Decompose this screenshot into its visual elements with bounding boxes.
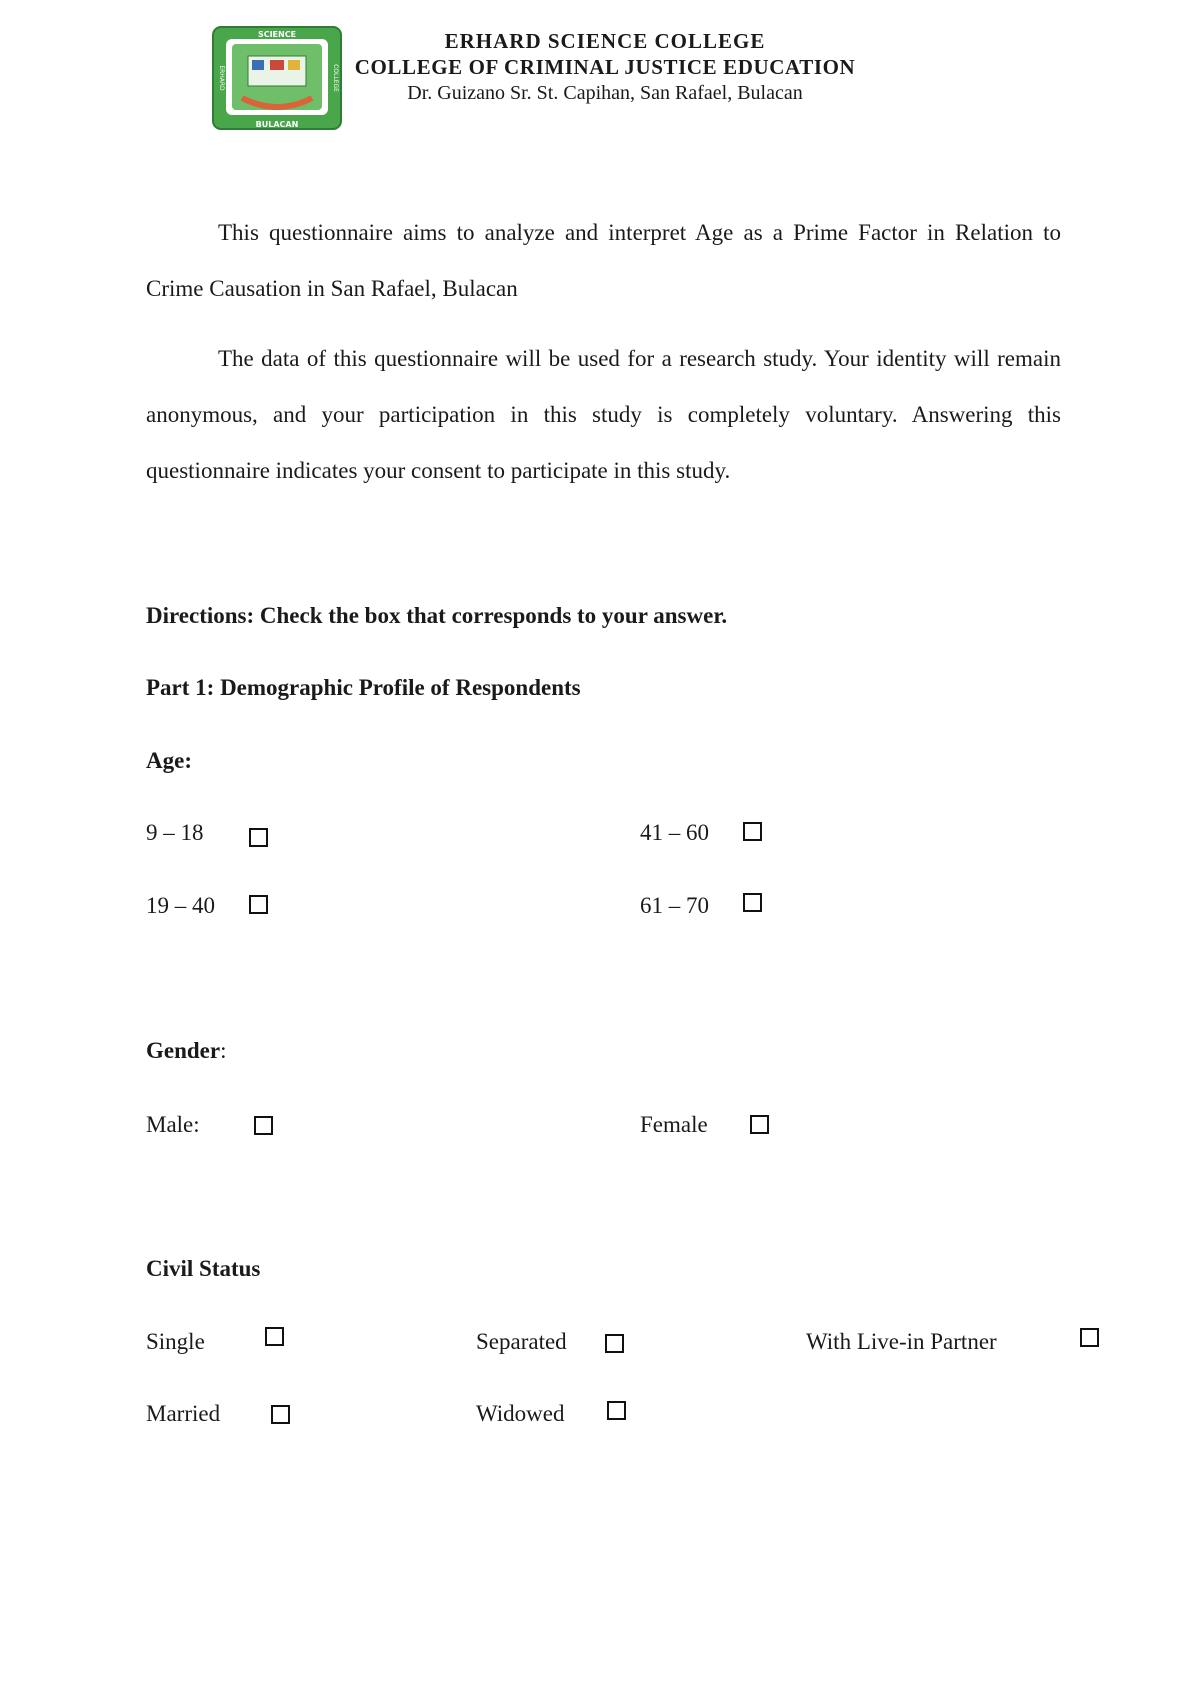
- svg-text:SCIENCE: SCIENCE: [257, 30, 297, 39]
- svg-text:ERHARD: ERHARD: [218, 65, 225, 91]
- age-option-61-70-label: 61 – 70: [640, 893, 709, 918]
- directions-text: Directions: Check the box that corresponds to your answer.: [146, 603, 728, 628]
- age-option-19-40-label: 19 – 40: [146, 893, 215, 918]
- civil-status-live-in-partner-label: With Live-in Partner: [806, 1329, 997, 1354]
- school-address: Dr. Guizano Sr. St. Capihan, San Rafael, Bulacan: [407, 82, 803, 104]
- civil-status-separated-checkbox[interactable]: [605, 1334, 624, 1353]
- civil-status-widowed-checkbox[interactable]: [607, 1401, 626, 1420]
- civil-status-live-in-partner-checkbox[interactable]: [1080, 1328, 1099, 1347]
- gender-option-female-label: Female: [640, 1112, 708, 1137]
- civil-status-married-checkbox[interactable]: [271, 1405, 290, 1424]
- part1-title: Part 1: Demographic Profile of Respondents: [146, 675, 581, 700]
- svg-text:BULACAN: BULACAN: [255, 120, 299, 129]
- age-label: Age:: [146, 748, 192, 773]
- gender-label-text: Gender: [146, 1038, 221, 1063]
- intro-paragraph-purpose-text: This questionnaire aims to analyze and interpret Age as a Prime Factor in Relation to Crime Causation in San Rafael, Bulacan: [146, 220, 1061, 301]
- school-name: ERHARD SCIENCE COLLEGE: [444, 29, 766, 53]
- age-option-9-18-label: 9 – 18: [146, 820, 204, 845]
- gender-label: [146, 1038, 227, 1064]
- college-name: COLLEGE OF CRIMINAL JUSTICE EDUCATION: [354, 55, 856, 79]
- gender-male-checkbox[interactable]: [254, 1116, 273, 1135]
- age-41-60-checkbox[interactable]: [743, 822, 762, 841]
- svg-text:COLLEGE: COLLEGE: [332, 64, 339, 92]
- age-19-40-checkbox[interactable]: [249, 895, 268, 914]
- gender-female-checkbox[interactable]: [750, 1115, 769, 1134]
- civil-status-married-label: Married: [146, 1401, 221, 1426]
- gender-option-male-label: Male:: [146, 1112, 200, 1137]
- college-seal-logo: [212, 26, 342, 130]
- civil-status-single-label: Single: [146, 1329, 205, 1354]
- civil-status-separated-label: Separated: [476, 1329, 567, 1354]
- intro-paragraph-consent-text: The data of this questionnaire will be used for a research study. Your identity will remain anonymous, and your participation in this study is completely voluntary. Answering this questionnaire indicates your consent to participate in this study.: [146, 346, 1061, 483]
- gender-label-colon: :: [220, 1038, 227, 1063]
- intro-paragraph-purpose: [146, 205, 1061, 317]
- intro-paragraph-consent: [146, 331, 1061, 499]
- letterhead: [345, 28, 865, 106]
- civil-status-label: Civil Status: [146, 1256, 261, 1281]
- civil-status-single-checkbox[interactable]: [265, 1327, 284, 1346]
- age-option-41-60-label: 41 – 60: [640, 820, 709, 845]
- age-61-70-checkbox[interactable]: [743, 893, 762, 912]
- age-9-18-checkbox[interactable]: [249, 828, 268, 847]
- civil-status-widowed-label: Widowed: [476, 1401, 565, 1426]
